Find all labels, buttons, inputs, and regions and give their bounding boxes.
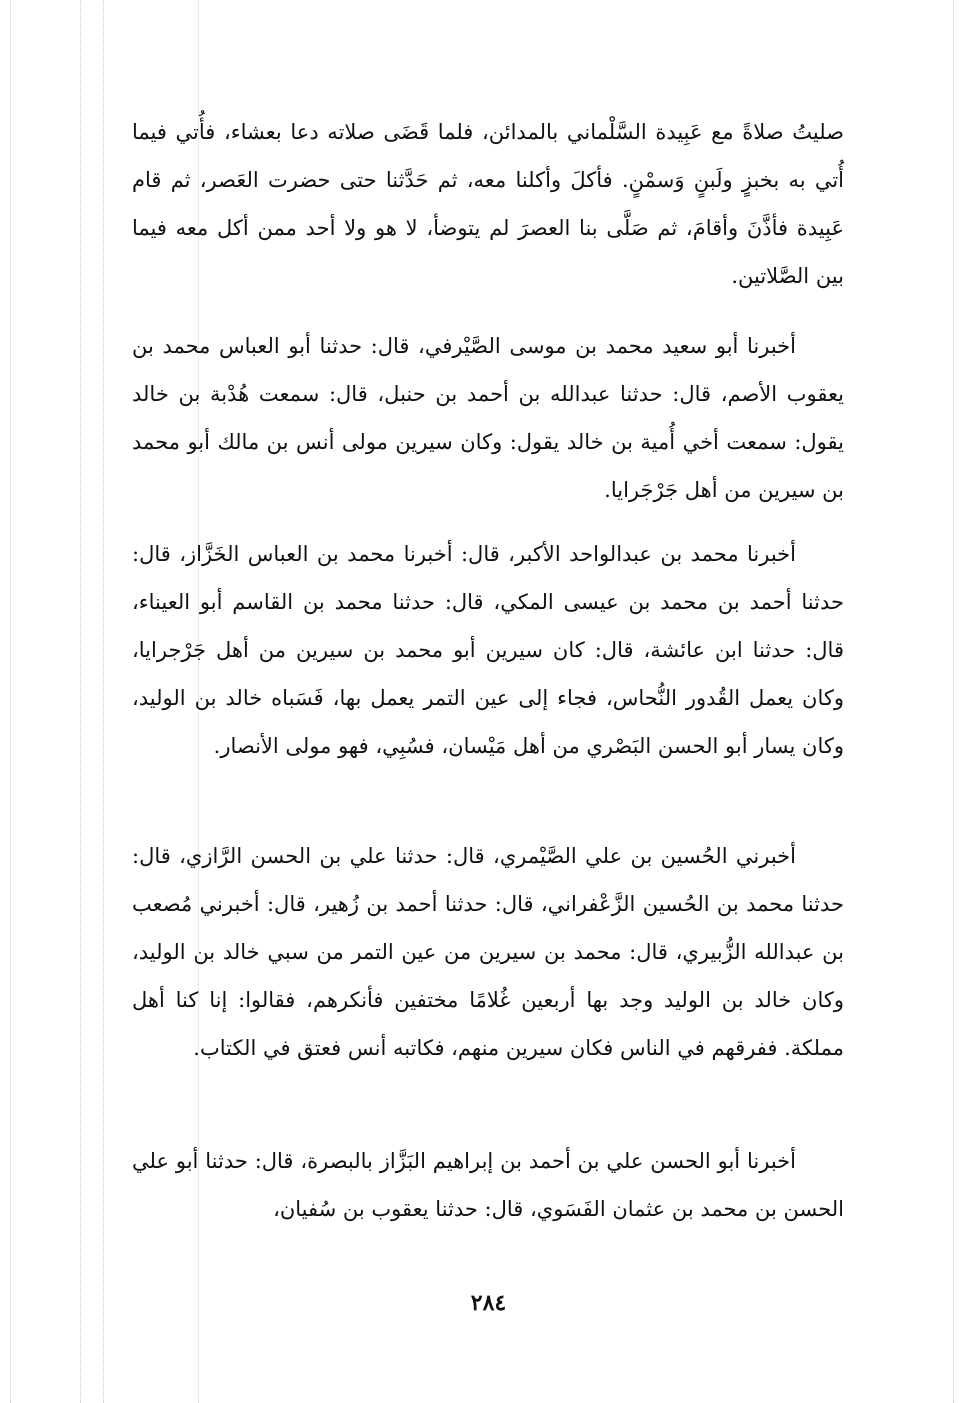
paragraph-salat-ubayda — [132, 108, 844, 300]
scan-artifact-line — [103, 0, 104, 1403]
scan-artifact-line — [953, 0, 954, 1403]
scan-artifact-line — [10, 0, 11, 1403]
paragraph-isnad-basra — [132, 1137, 844, 1233]
scan-artifact-line — [80, 0, 81, 1403]
paragraph-text: أخبرنا محمد بن عبدالواحد الأكبر، قال: أخبرنا محمد بن العباس الخَزَّاز، قال: حدثنا أحمد بن محمد بن عيسى المكي، قال: حدثنا محمد بن القاسم أبو العيناء، قال: حدثنا ابن عائشة، قال: كان سيرين أبو محمد بن سيرين من أهل جَرْجرايا، وكان يعمل القُدور النُّحاس، فجاء إلى عين التمر يعمل بها، فَسَباه خالد بن الوليد، وكان يسار أبو الحسن البَصْري من أهل مَيْسان، فسُبِي، فهو مولى الأنصار. — [132, 542, 844, 758]
paragraph-text: أخبرنا أبو الحسن علي بن أحمد بن إبراهيم البَزَّاز بالبصرة، قال: حدثنا أبو علي الحسن بن محمد بن عثمان الفَسَوي، قال: حدثنا يعقوب بن سُفيان، — [132, 1149, 844, 1221]
paragraph-text: أخبرنا أبو سعيد محمد بن موسى الصَّيْرفي، قال: حدثنا أبو العباس محمد بن يعقوب الأصم، قال: حدثنا عبدالله بن أحمد بن حنبل، قال: سمعت هُدْبة بن خالد يقول: سمعت أخي أُمية بن خالد يقول: وكان سيرين مولى أنس بن مالك أبو محمد بن سيرين من أهل جَرْجَرايا. — [132, 334, 844, 502]
paragraph-sirin-ayn-al-tamr — [132, 832, 844, 1072]
paragraph-sirin-mawla-anas — [132, 322, 844, 514]
paragraph-text: صليتُ صلاةً مع عَبِيدة السَّلْماني بالمدائن، فلما قَضَى صلاته دعا بعشاء، فأُتي فيما أُتي به بخبزٍ ولَبنٍ وَسمْنٍ. فأكلَ وأكلنا معه، ثم حَدَّثنا حتى حضرت العَصر، ثم قام عَبِيدة فأذَّنَ وأقامَ، ثم صَلَّى بنا العصرَ لم يتوضأ، لا هو ولا أحد ممن أكل معه فيما بين الصَّلاتين. — [132, 120, 844, 288]
page-number: ٢٨٤ — [470, 1290, 507, 1316]
paragraph-text: أخبرني الحُسين بن علي الصَّيْمري، قال: حدثنا علي بن الحسن الرَّازي، قال: حدثنا محمد بن الحُسين الزَّعْفراني، قال: حدثنا أحمد بن زُهير، قال: أخبرني مُصعب بن عبدالله الزُّبيري، قال: محمد بن سيرين من عين التمر من سبي خالد بن الوليد، وكان خالد بن الوليد وجد بها أربعين غُلامًا مختفين فأنكرهم، فقالوا: إنا كنا أهل مملكة. ففرقهم في الناس فكان سيرين منهم، فكاتبه أنس فعتق في الكتاب. — [132, 844, 844, 1060]
paragraph-sirin-jarjaraya — [132, 530, 844, 770]
